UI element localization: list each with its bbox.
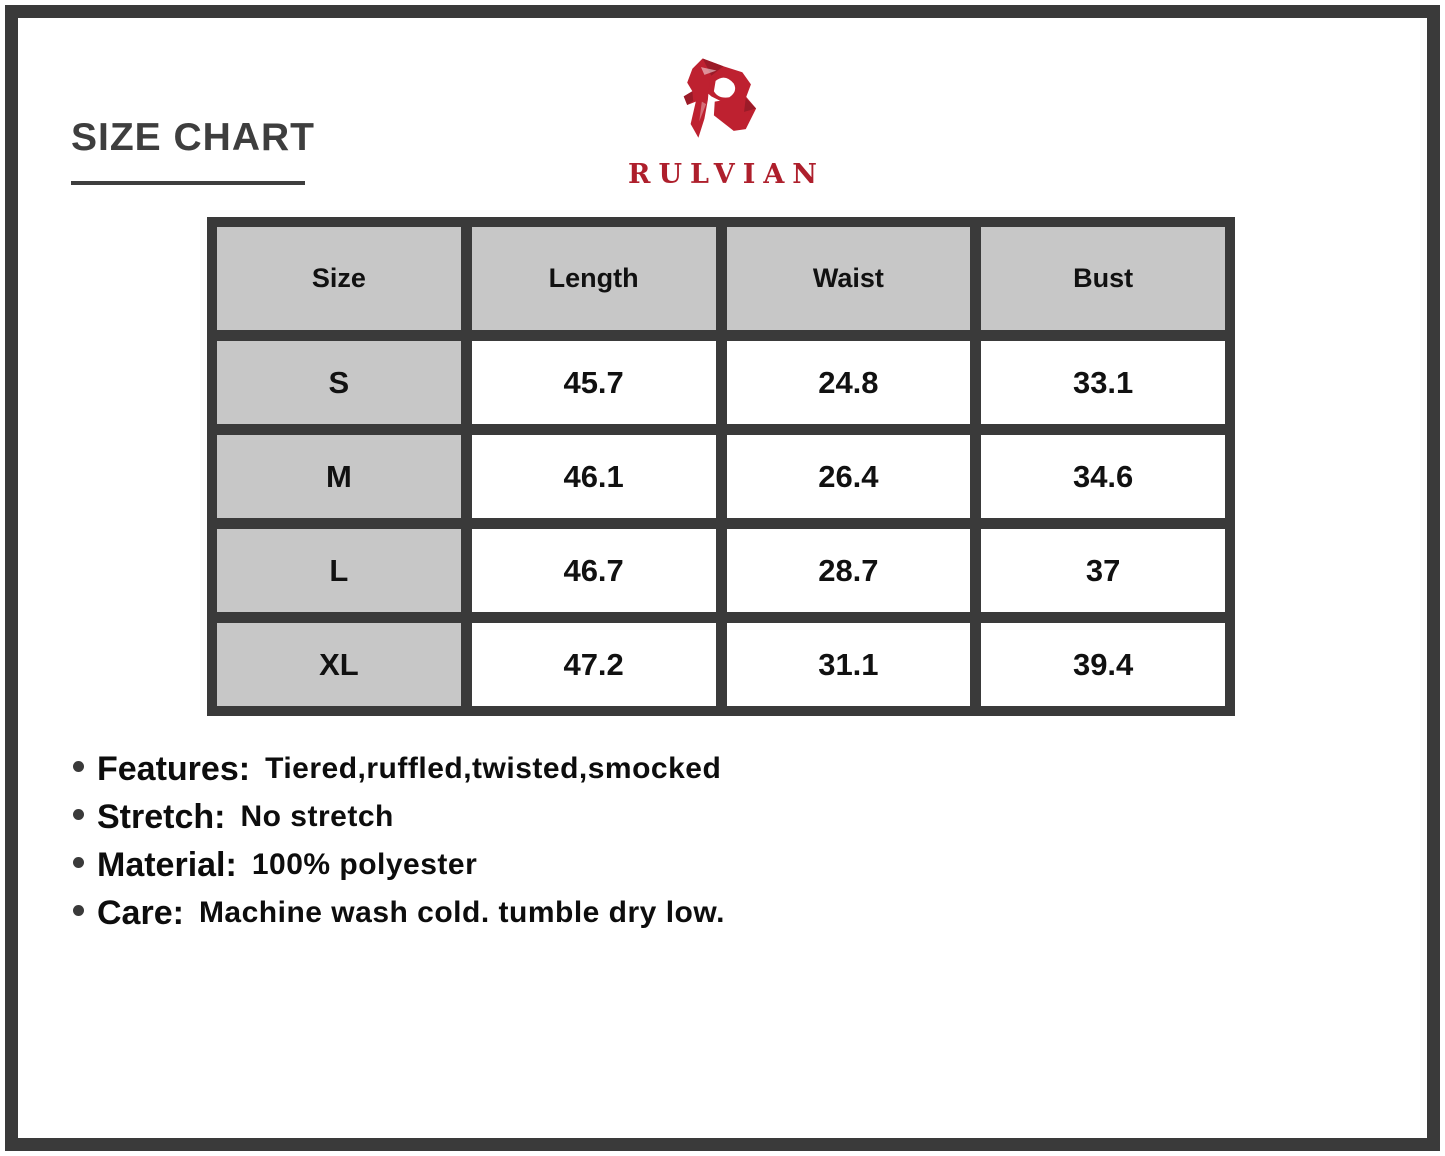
row-header-xl: XL: [217, 623, 461, 706]
bullet-icon: [73, 857, 84, 868]
detail-item-stretch: [73, 793, 725, 841]
detail-value: Machine wash cold. tumble dry low.: [198, 896, 725, 929]
cell-xl-waist: 31.1: [727, 623, 971, 706]
bullet-icon: [73, 761, 84, 772]
brand-logo: [620, 48, 825, 190]
detail-label: Stretch:: [97, 797, 226, 836]
detail-item-features: [73, 745, 725, 793]
row-header-s: S: [217, 341, 461, 424]
cell-s-waist: 24.8: [727, 341, 971, 424]
column-header-bust: Bust: [981, 227, 1225, 330]
row-header-m: M: [217, 435, 461, 518]
cell-xl-length: 47.2: [472, 623, 716, 706]
detail-value: 100% polyester: [251, 848, 478, 881]
row-header-l: L: [217, 529, 461, 612]
page-title: SIZE CHART: [71, 116, 315, 159]
detail-label: Features:: [97, 749, 251, 788]
detail-value: No stretch: [240, 800, 394, 833]
product-details-list: [73, 745, 725, 937]
detail-label: Material:: [97, 845, 237, 884]
cell-l-bust: 37: [981, 529, 1225, 612]
cell-s-length: 45.7: [472, 341, 716, 424]
brand-logo-r-icon: [666, 48, 778, 156]
detail-label: Care:: [97, 893, 184, 932]
cell-m-waist: 26.4: [727, 435, 971, 518]
cell-l-waist: 28.7: [727, 529, 971, 612]
bullet-icon: [73, 905, 84, 916]
cell-m-bust: 34.6: [981, 435, 1225, 518]
bullet-icon: [73, 809, 84, 820]
cell-s-bust: 33.1: [981, 341, 1225, 424]
brand-name: RULVIAN: [628, 159, 825, 190]
title-underline: [71, 181, 305, 185]
column-header-waist: Waist: [727, 227, 971, 330]
detail-item-care: [73, 889, 725, 937]
cell-m-length: 46.1: [472, 435, 716, 518]
detail-item-material: [73, 841, 725, 889]
column-header-length: Length: [472, 227, 716, 330]
cell-l-length: 46.7: [472, 529, 716, 612]
detail-value: Tiered,ruffled,twisted,smocked: [265, 752, 722, 785]
cell-xl-bust: 39.4: [981, 623, 1225, 706]
column-header-size: Size: [217, 227, 461, 330]
size-table: [207, 217, 1235, 716]
